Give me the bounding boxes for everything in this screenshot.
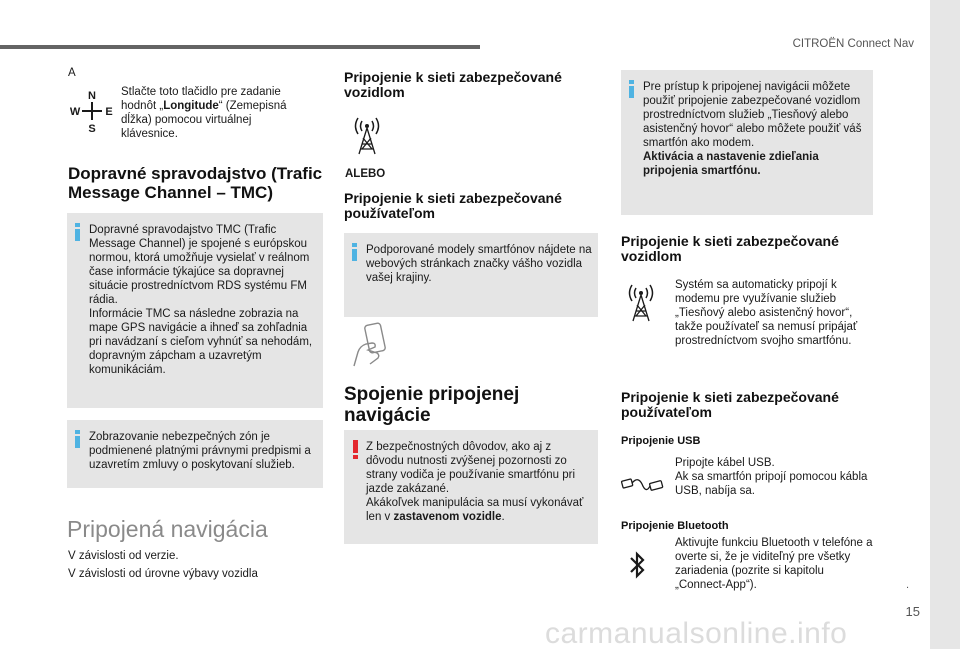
- safety-warning-bold: zastavenom vozidle: [393, 511, 502, 523]
- equipment-note: V závislosti od úrovne výbavy vozidla: [68, 568, 258, 580]
- label-a: A: [68, 67, 76, 79]
- or-label: ALEBO: [345, 168, 386, 180]
- vehicle-connection-heading-2-line2: vozidlom: [621, 248, 682, 264]
- warning-icon: [353, 440, 358, 458]
- safety-warning-body: Z bezpečnostných dôvodov, ako aj z dôvodu nutnosti zvýšenej pozornosti zo strany vodiča je používanie smartfónu pri jazde zakázané. Akákoľvek manipulácia sa musí vykonávať len v: [366, 441, 584, 523]
- vehicle-connection-text: Systém sa automaticky pripojí k modemu pre využívanie služieb „Tiesňový alebo asistenčný hovor“, takže používateľ sa nemusí pripájať prostredníctvom svojho smartfónu.: [675, 279, 858, 347]
- danger-zones-text: Zobrazovanie nebezpečných zón je podmienené platnými právnymi predpismi a uzavretím zmluvy o poskytovaní služieb.: [89, 431, 311, 471]
- phone-hand-icon: [350, 322, 394, 368]
- page-number: 15: [905, 604, 920, 619]
- user-connection-heading-2-line1: Pripojenie k sieti zabezpečované: [621, 389, 839, 405]
- safety-warning-end: .: [501, 511, 505, 523]
- vehicle-connection-heading-2-line1: Pripojenie k sieti zabezpečované: [621, 233, 839, 249]
- user-connection-heading-line2: používateľom: [344, 205, 435, 221]
- longitude-instruction: [121, 85, 311, 141]
- compass-w: W: [70, 106, 81, 118]
- longitude-pre: Stlačte toto tlačidlo pre zadanie hodnôt „: [121, 86, 281, 112]
- tmc-heading-line1: Dopravné spravodajstvo (Trafic: [68, 164, 323, 183]
- info-icon: [75, 430, 80, 448]
- vehicle-connection-heading-2: [621, 234, 881, 264]
- antenna-icon: [352, 116, 382, 156]
- access-info-box: [621, 70, 873, 215]
- watermark: carmanualsonline.info: [545, 617, 848, 649]
- vehicle-connection-heading-line2: vozidlom: [344, 84, 405, 100]
- danger-zones-info-box: [67, 420, 323, 488]
- bluetooth-heading: Pripojenie Bluetooth: [621, 520, 729, 532]
- longitude-post: “ (Zemepisná dĺžka) pomocou virtuálnej klávesnice.: [121, 100, 287, 140]
- page-sidebar: [930, 0, 960, 649]
- usb-heading: Pripojenie USB: [621, 435, 701, 447]
- antenna-icon: [626, 283, 656, 323]
- info-icon: [75, 223, 80, 241]
- tmc-info-box: [67, 213, 323, 408]
- user-connection-heading-line1: Pripojenie k sieti zabezpečované: [344, 190, 562, 206]
- bluetooth-icon: [628, 550, 648, 580]
- tmc-heading-line2: Message Channel – TMC): [68, 183, 273, 202]
- safety-warning-text: [366, 440, 592, 524]
- nav-connection-heading-line2: navigácie: [344, 405, 431, 426]
- version-note: V závislosti od verzie.: [68, 550, 179, 562]
- compass-s: S: [88, 123, 96, 134]
- safety-warning-box: [344, 430, 598, 544]
- tmc-heading: [68, 164, 328, 202]
- access-info-body: Pre prístup k pripojenej navigácii môžete použiť pripojenie zabezpečované vozidlom prostredníctvom služieb „Tiesňový alebo asistenčný hovor“ alebo môžete použiť váš smartfón ako modem.: [643, 81, 862, 149]
- tmc-info-text: Dopravné spravodajstvo TMC (Trafic Message Channel) je spojené s európskou normou, ktorá umožňuje vysielať v reálnom čase informácie týkajúce sa dopravnej situácie prostredníctvom RDS systému FM rádia. Informácie TMC sa následne zobrazia na mape GPS navigácie a ihneď sa zohľadnia pri navádzaní s cieľom vyhnúť sa nehodám, dopravným zápcham a uzavretým komunikáciám.: [89, 224, 313, 376]
- nav-connection-heading-line1: Spojenie pripojenej: [344, 384, 520, 405]
- vehicle-connection-heading-line1: Pripojenie k sieti zabezpečované: [344, 69, 562, 85]
- access-info-bold: Aktivácia a nastavenie zdieľania pripojenia smartfónu.: [643, 151, 819, 177]
- page-marker: .: [906, 579, 910, 591]
- longitude-bold: Longitude: [163, 100, 219, 112]
- user-connection-heading: [344, 191, 604, 221]
- connected-nav-heading: Pripojená navigácia: [67, 516, 268, 542]
- compass-icon: [70, 88, 114, 134]
- header-rule: [0, 45, 480, 49]
- usb-text: Pripojte kábel USB. Ak sa smartfón pripojí pomocou kábla USB, nabíja sa.: [675, 457, 868, 497]
- compass-n: N: [88, 90, 96, 102]
- info-icon: [352, 243, 357, 261]
- supported-phones-box: [344, 233, 598, 317]
- bluetooth-text: Aktivujte funkciu Bluetooth v telefóne a overte si, že je viditeľný pre všetky zariadenia (pozrite si kapitolu „Connect-App“).: [675, 537, 873, 591]
- usb-cable-icon: [620, 470, 666, 500]
- supported-phones-text: Podporované modely smartfónov nájdete na webových stránkach značky vášho vozidla vašej krajiny.: [366, 244, 592, 284]
- nav-connection-heading: [344, 384, 519, 426]
- header-brand: CITROËN Connect Nav: [792, 38, 914, 50]
- access-info-text: [643, 80, 867, 178]
- compass-e: E: [105, 106, 113, 118]
- user-connection-heading-2-line2: používateľom: [621, 404, 712, 420]
- vehicle-connection-heading: [344, 70, 604, 100]
- user-connection-heading-2: [621, 390, 881, 420]
- info-icon: [629, 80, 634, 98]
